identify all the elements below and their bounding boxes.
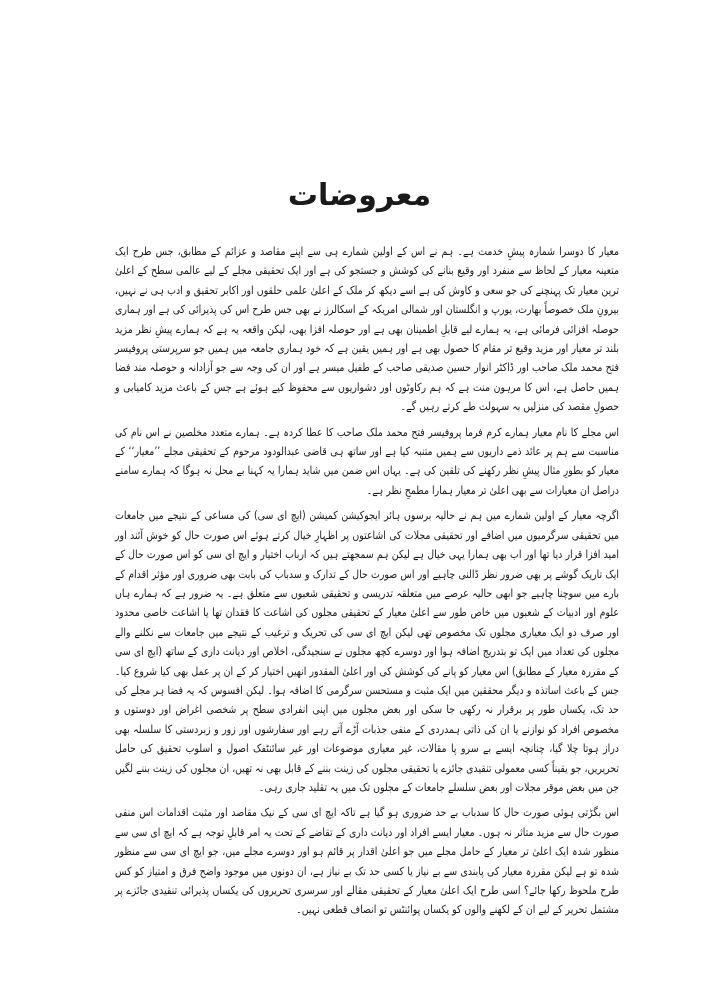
paragraph-3: اگرچہ معیار کے اولین شمارے میں ہم نے حالیہ برسوں ہائر ایجوکیشن کمیشن (ایچ ای سی) کی مساعی کے نتیجے میں جامعات میں تحقیقی سرگرمیوں میں اضافے اور تحقیقی مجلات کی اشاعتوں پر اظہارِ خیال کرتے ہوئے اس صورت حال کو خوش آئند اور امید افزا قرار دیا تھا اور اب بھی ہمارا یہی خیال ہے لیکن ہم سمجھتے ہیں کہ ارباب اختیار و ایچ ای سی کو اس صورت حال کے ایک تاریک گوشے پر بھی ضرور نظر ڈالنی چاہیے اور اس صورت حال کے تدارک و سدباب کی بابت بھی ضروری اور مؤثر اقدام کے بارے میں سوچنا چاہیے جو ابھی حالیہ عرصے میں متعلقہ تدریسی و تحقیقی شعبوں سے متعلق ہے۔ یہ ضرور ہے کہ ہمارے ہاں علوم اور ادبیات کے شعبوں میں خاص طور سے اعلیٰ معیار کے تحقیقی مجلوں کی اشاعت کا فقدان تھا یا اشاعت خاصی محدود اور صرف دو ایک معیاری مجلوں تک مخصوص تھی لیکن ایچ ای سی کی تحریک و ترغیب کے نتیجے میں جامعات سے نکلنے والے مجلوں کی تعداد میں ایک تو بتدریج اضافہ ہوا اور دوسرے کچھ مجلوں نے سنجیدگی، اخلاص اور دیانت داری کے ساتھ (ایچ ای سی کے مقررہ معیار کے مطابق) اس معیار کو پانے کی کوشش کی اور اعلیٰ المقدور انھیں اختیار کر کے ان پر عمل بھی کیا شروع کیا۔ جس کے باعث اساتذہ و دیگر محققین میں ایک مثبت و مستحسن سرگرمی کا اضافہ ہوا۔ لیکن افسوس کہ یہ فضا ہر مجلے کی حد تک، یکساں طور پر برقرار نہ رکھی جا سکی اور بعض مجلوں میں اپنی انفرادی سطح پر شخصی اغراض اور دوستوں و مخصوص افراد کو نوازنے یا ان کی ذاتی ہمدردی کے منفی جذبات آڑے آتے رہے اور سفارشوں اور زور و زبردستی کا سلسلہ بھی دراز ہوتا چلا گیا، چنانچہ ایسے بے سرو پا مقالات، غیر معیاری موضوعات اور غیر سائنٹفک اصول و اسلوب تحقیق کی حامل تحریریں، جو یقیناً کسی معمولی تنقیدی جائزے یا تحقیقی مجلوں کی زینت بننے کے قابل بھی نہ تھیں، ان مجلوں کی زینت بننے لگیں جن میں بعض موقر مجلات اور بعض سلسلے جامعات کے مجلوں تک میں یہ تقلید جاری رہی۔: [115, 509, 619, 794]
page-title: معروضات: [287, 178, 432, 214]
paragraph-1: معیار کا دوسرا شمارہ پیشِ خدمت ہے۔ ہم نے اس کے اولین شمارے ہی سے اپنے مقاصد و عزائم کے مطابق، جس طرح ایک متعینہ معیار کے لحاظ سے منفرد اور وقیع بنانے کی کوشش و جستجو کی ہے اور ایک تحقیقی مجلے کے لیے عالمی سطح کے اعلیٰ ترین معیار تک پہنچنے کی جو سعی و کاوش کی ہے اسے دیکھ کر ملک کے اعلیٰ علمی حلقوں اور اکابر تحقیق و ادب ہی نے نہیں، بیرونِ ملک خصوصاً بھارت، یورپ و انگلستان اور شمالی امریکہ کے اسکالرز نے بھی جس طرح اس کی پذیرائی کی ہے اور ہماری حوصلہ افزائی فرمائی ہے، یہ ہمارے لیے قابلِ اطمینان بھی ہے اور حوصلہ افزا بھی، لیکن واقعہ یہ ہے کہ ہمارے پیشِ نظر مزید بلند تر معیار اور مزید وقیع تر مقام کا حصول بھی ہے اور ہمیں یقین ہے کہ خود ہماری جامعہ میں ہمیں جو سرپرستی پروفیسر فتح محمد ملک صاحب اور ڈاکٹر انوار حسین صدیقی صاحب کے طفیل میسر ہے اور ان کی وجہ سے جو آزادانہ و حوصلہ مند فضا ہمیں حاصل ہے، اس کا مرہون منت ہے کہ ہم رکاوٹوں اور دشواریوں سے محفوظ کیے ہوئے ہے جس کے باعث مزید کامیابی و حصولِ مقصد کی منزلیں بہ سہولت طے کرتے رہیں گے۔: [115, 245, 619, 414]
body-text: [115, 242, 619, 920]
paragraph-2: اس مجلے کا نام معیار ہمارے کرم فرما پروفیسر فتح محمد ملک صاحب کا عطا کردہ ہے۔ ہمارے متعدد مخلصین نے اس نام کی مناسبت سے ہم پر عائد ذمے داریوں سے ہمیں متنبہ کیا ہے اور ساتھ ہی قاضی عبدالودود مرحوم کے تحقیقی مجلے ’’معیار‘‘ کے معیار کو بطورِ مثال پیشِ نظر رکھنے کی تلقین کی ہے۔ یہاں اس ضمن میں شاید ہمارا یہ کہنا بے محل نہ ہوگا کہ ہمارے سامنے دراصل ان معیارات سے بھی اعلیٰ تر معیار ہمارا مطمحِ نظر ہے۔: [115, 425, 619, 497]
paragraph-4: اس بگڑتی ہوئی صورت حال کا سدباب بے حد ضروری ہو گیا ہے تاکہ ایچ ای سی کے نیک مقاصد اور مثبت اقدامات اس منفی صورت حال سے مزید متاثر نہ ہوں۔ معیار ایسے افراد اور دیانت داری کے تقاضے کے تحت یہ امر قابلِ توجہ ہے کہ ایچ ای سی سے منظور شدہ ایک اعلیٰ تر معیار کے حامل مجلے میں جو اعلیٰ اقدار پر قائم ہو اور دوسرے مجلے میں، جو ایچ ای سی سے منظور شدہ تو ہے لیکن مقررہ معیار کی پابندی سے بے نیاز یا کسی حد تک بے نیاز ہے، ان دونوں میں موجود واضح فرق و امتیاز کو کس طرح ملحوظ رکھا جائے؟ اسی طرح ایک اعلیٰ معیار کے تحقیقی مقالے اور سرسری تحریروں کی یکساں پذیرائی تنقیدی جائزے پر مشتمل تحریر کے لیے ان کے لکھنے والوں کو یکساں پوائنٹس تو انصاف قطعی نہیں۔: [115, 806, 619, 917]
